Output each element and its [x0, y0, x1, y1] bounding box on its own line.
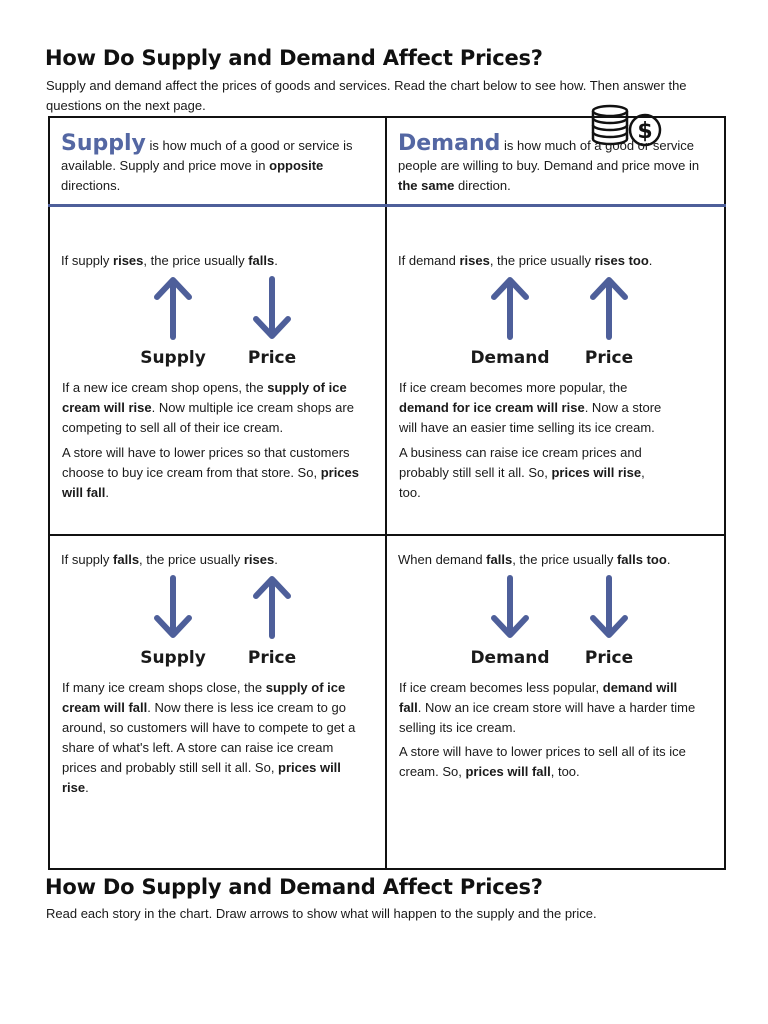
intro-text: Supply and demand affect the prices of goods and services. Read the chart below to see how. Then answer the questions on the next page. — [46, 78, 687, 113]
price-label: Price — [584, 648, 634, 668]
demand-label: Demand — [470, 648, 550, 668]
price-label: Price — [584, 348, 634, 368]
supply-definition: Supply is how much of a good or service is available. Supply and price move in opposite directions. — [61, 131, 353, 193]
price-up-arrow-icon — [589, 275, 629, 341]
supply-rises-result: A store will have to lower prices so that customers choose to buy ice cream from that store. So, prices will fall. — [62, 445, 359, 500]
price-up-arrow-icon — [252, 574, 292, 640]
price-down-arrow-icon — [252, 275, 292, 341]
price-label: Price — [247, 348, 297, 368]
supply-rises-example: If a new ice cream shop opens, the supply of ice cream will rise. Now multiple ice cream shops are competing to sell all of their ice cream. — [62, 380, 354, 435]
price-down-arrow-icon — [589, 574, 629, 640]
section-title: How Do Supply and Demand Affect Prices? — [45, 875, 543, 899]
instructions-text: Read each story in the chart. Draw arrows to show what will happen to the supply and the price. — [46, 906, 597, 921]
supply-term: Supply — [61, 131, 146, 156]
demand-definition: Demand is how much of a good or service people are willing to buy. Demand and price move in the same direction. — [398, 131, 700, 193]
demand-rises-result: A business can raise ice cream prices and probably still sell it all. So, prices will rise, too. — [399, 445, 645, 500]
column-divider — [385, 116, 387, 870]
demand-rises-rule: If demand rises, the price usually rises too. — [398, 253, 653, 268]
supply-label: Supply — [140, 648, 206, 668]
demand-falls-rule: When demand falls, the price usually falls too. — [398, 552, 671, 567]
demand-up-arrow-icon — [490, 275, 530, 341]
page-title: How Do Supply and Demand Affect Prices? — [45, 46, 543, 70]
supply-rises-rule: If supply rises, the price usually falls. — [61, 253, 278, 268]
supply-falls-rule: If supply falls, the price usually rises. — [61, 552, 278, 567]
supply-label: Supply — [140, 348, 206, 368]
demand-falls-result: A store will have to lower prices to sell all of its ice cream. So, prices will fall, too. — [399, 744, 686, 779]
demand-down-arrow-icon — [490, 574, 530, 640]
demand-term: Demand — [398, 131, 501, 156]
demand-rises-example: If ice cream becomes more popular, the demand for ice cream will rise. Now a store will have an easier time selling its ice cream. — [399, 380, 662, 435]
row-divider — [48, 534, 726, 536]
supply-down-arrow-icon — [153, 574, 193, 640]
svg-text:$: $ — [637, 119, 653, 144]
supply-falls-example: If many ice cream shops close, the supply of ice cream will fall. Now there is less ice cream to go around, so customers will have to compete to get a share of what's left. A store can raise ice cream prices and probably still sell it all. So, prices will rise. — [62, 680, 356, 795]
demand-label: Demand — [470, 348, 550, 368]
supply-up-arrow-icon — [153, 275, 193, 341]
header-rule — [48, 204, 726, 207]
price-label: Price — [247, 648, 297, 668]
demand-falls-example: If ice cream becomes less popular, demand will fall. Now an ice cream store will have a harder time selling its ice cream. — [399, 680, 696, 735]
